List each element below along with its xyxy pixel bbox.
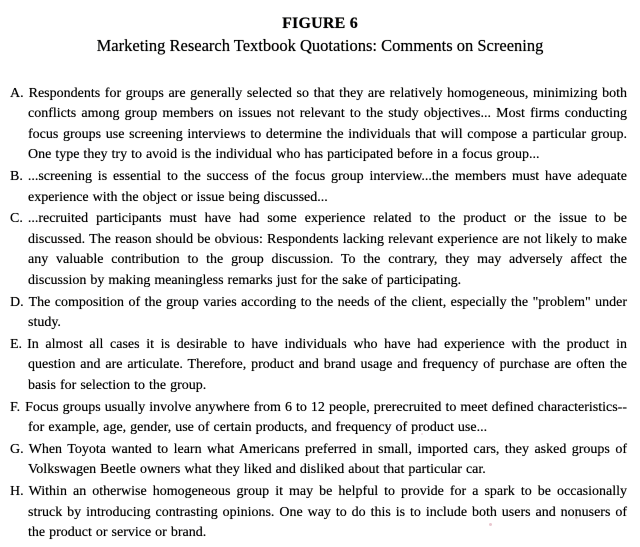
item-text-d: The composition of the group varies according to the needs of the client, especially the "problem" under study. [28,294,627,330]
item-letter-h: H. [10,484,24,500]
item-letter-b: B. [10,169,23,185]
item-letter-a: A. [10,86,24,101]
item-text-h: Within an otherwise homogeneous group it may be helpful to provide for a spark to be occasionally struck by introducing contrasting opinions. One way to do this is to include both users and nonusers of the product or service or brand. [28,484,627,541]
item-letter-c: C. [10,211,23,227]
figure-label: FIGURE 6 [282,15,358,32]
item-letter-g: G. [10,441,24,457]
quotation-item-b [10,167,627,208]
quotation-item-a [10,84,627,166]
item-text-a: Respondents for groups are generally selected so that they are relatively homogeneous, minimizing both conflicts among group members on issues not relevant to the study objectives... Most firms conducting focus groups use screening interviews to determine the individuals that will compose a particular group. One type they try to avoid is the individual who has participated before in a focus group... [28,86,627,163]
quotation-item-d [10,293,627,334]
item-text-f: Focus groups usually involve anywhere from 6 to 12 people, prerecruited to meet defined characteristics--for example, age, gender, use of certain products, and frequency of product use... [25,399,627,435]
item-letter-d: D. [10,294,24,310]
item-text-b: ...screening is essential to the success of the focus group interview...the members must have adequate experience with the object or issue being discussed... [27,169,627,205]
figure-header [0,0,640,57]
item-text-c: ...recruited participants must have had some experience related to the product or the issue to be discussed. The reason should be obvious: Respondents lacking relevant experience are not likely to make any valuable contribution to the group discussion. To the contrary, they may adversely affect the discussion by making meaningless remarks just for the sake of participating. [27,211,627,288]
item-text-g: When Toyota wanted to learn what Americans preferred in small, imported cars, they asked groups of Volkswagen Beetle owners what they liked and disliked about that particular car. [28,441,627,478]
quotation-item-f [10,398,627,439]
quotation-item-h [10,482,627,543]
quotation-list [10,84,627,543]
item-letter-e: E. [10,336,23,352]
quotation-item-e [10,335,627,396]
item-letter-f: F. [10,399,21,415]
item-text-e: In almost all cases it is desirable to have individuals who have had experience with the product in question and are articulate. Therefore, product and brand usage and frequency of purchase are often the basis for selection to the group. [27,336,627,393]
quotation-item-c [10,209,627,291]
quotation-item-g [10,440,627,481]
figure-title: Marketing Research Textbook Quotations: Comments on Screening [96,36,544,55]
